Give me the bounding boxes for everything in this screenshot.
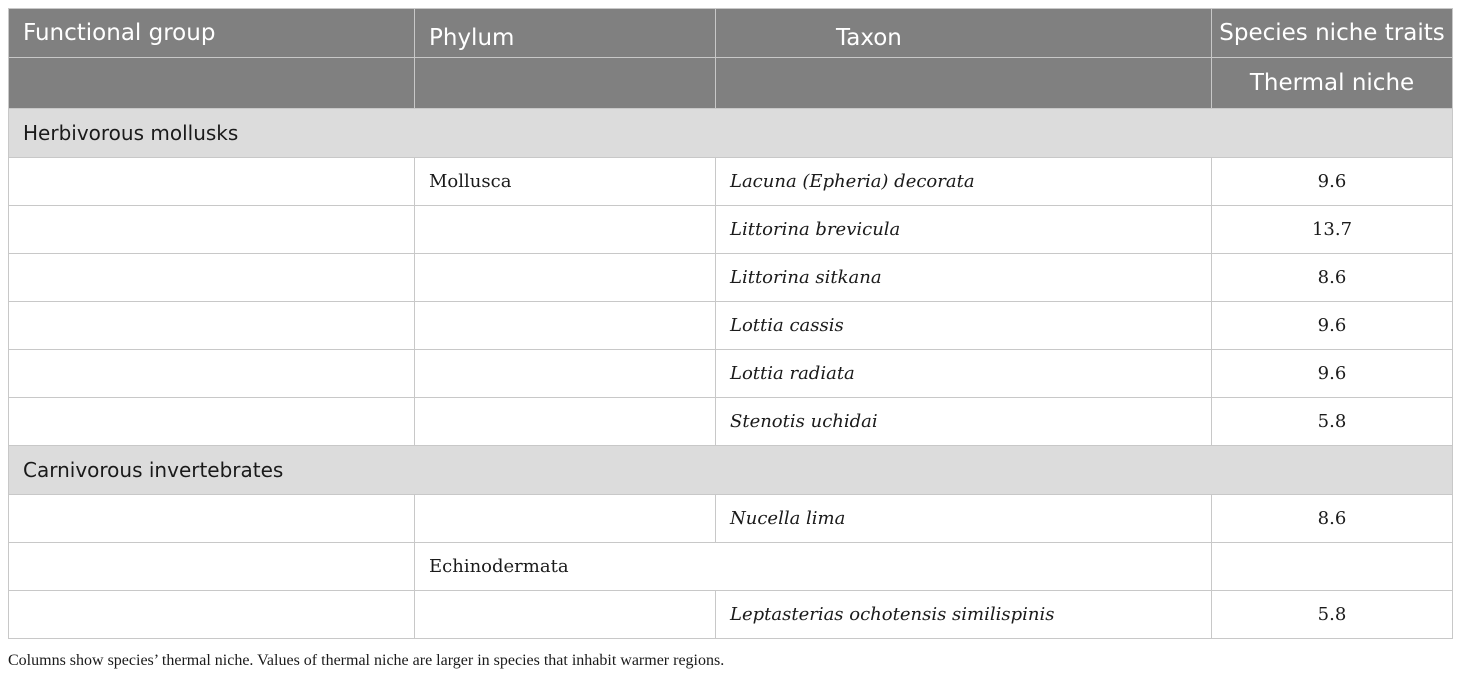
- thermal-niche-table: [8, 8, 1453, 639]
- phylum-cell: [415, 495, 716, 543]
- taxon-cell: Lacuna (Epheria) decorata: [716, 158, 1212, 206]
- header-row-secondary: [9, 58, 1453, 109]
- thermal-niche-cell: 9.6: [1212, 302, 1453, 350]
- table-row: [9, 398, 1453, 446]
- table-row: [9, 591, 1453, 639]
- taxon-cell: Lottia cassis: [716, 302, 1212, 350]
- phylum-cell: Echinodermata: [415, 543, 1212, 591]
- thermal-niche-cell: [1212, 543, 1453, 591]
- taxon-cell: Littorina brevicula: [716, 206, 1212, 254]
- header-phylum: Phylum: [415, 9, 716, 58]
- functional-group-cell: [9, 254, 415, 302]
- phylum-cell: [415, 254, 716, 302]
- table-footnote: Columns show species’ thermal niche. Values of thermal niche are larger in species that inhabit warmer regions.: [8, 652, 725, 669]
- functional-group-cell: [9, 302, 415, 350]
- header-empty-cell: [9, 58, 415, 109]
- header-empty-cell: [415, 58, 716, 109]
- thermal-niche-cell: 8.6: [1212, 254, 1453, 302]
- phylum-cell: [415, 591, 716, 639]
- taxon-cell: Littorina sitkana: [716, 254, 1212, 302]
- taxon-cell: Lottia radiata: [716, 350, 1212, 398]
- group-row-carnivorous: [9, 446, 1453, 495]
- functional-group-cell: [9, 206, 415, 254]
- taxon-cell: Stenotis uchidai: [716, 398, 1212, 446]
- table-row: [9, 302, 1453, 350]
- table-row: [9, 206, 1453, 254]
- taxon-cell: Leptasterias ochotensis similispinis: [716, 591, 1212, 639]
- table-row: [9, 350, 1453, 398]
- group-label: Carnivorous invertebrates: [9, 446, 1453, 495]
- thermal-niche-cell: 9.6: [1212, 350, 1453, 398]
- group-label: Herbivorous mollusks: [9, 109, 1453, 158]
- functional-group-cell: [9, 350, 415, 398]
- header-functional-group: Functional group: [9, 9, 415, 58]
- group-row-herbivorous: [9, 109, 1453, 158]
- thermal-niche-cell: 5.8: [1212, 398, 1453, 446]
- phylum-cell: [415, 398, 716, 446]
- phylum-cell: [415, 302, 716, 350]
- header-empty-cell: [716, 58, 1212, 109]
- thermal-niche-cell: 5.8: [1212, 591, 1453, 639]
- functional-group-cell: [9, 158, 415, 206]
- thermal-niche-cell: 9.6: [1212, 158, 1453, 206]
- phylum-cell: [415, 350, 716, 398]
- functional-group-cell: [9, 495, 415, 543]
- header-row-primary: [9, 9, 1453, 58]
- functional-group-cell: [9, 591, 415, 639]
- header-species-niche-traits: Species niche traits: [1212, 9, 1453, 58]
- table-row: [9, 254, 1453, 302]
- header-taxon: Taxon: [716, 9, 1212, 58]
- phylum-cell: [415, 206, 716, 254]
- header-thermal-niche: Thermal niche: [1212, 58, 1453, 109]
- thermal-niche-cell: 8.6: [1212, 495, 1453, 543]
- taxon-cell: Nucella lima: [716, 495, 1212, 543]
- functional-group-cell: [9, 398, 415, 446]
- table-row: [9, 543, 1453, 591]
- thermal-niche-cell: 13.7: [1212, 206, 1453, 254]
- table-row: [9, 495, 1453, 543]
- phylum-cell: Mollusca: [415, 158, 716, 206]
- table-row: [9, 158, 1453, 206]
- functional-group-cell: [9, 543, 415, 591]
